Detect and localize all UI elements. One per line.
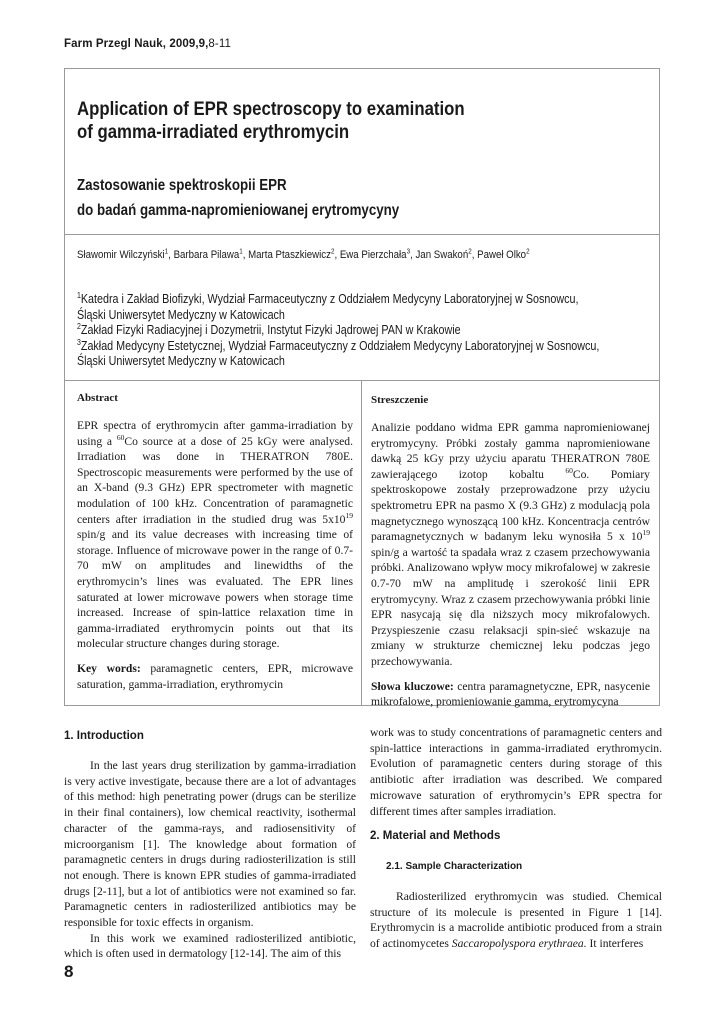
- article-subtitle: Zastosowanie spektroskopii EPR do badań gamma-napromieniowanej erytromycyny: [77, 177, 400, 219]
- divider-title: [64, 234, 660, 235]
- streszczenie-heading: Streszczenie: [371, 394, 429, 406]
- introduction-text-left: In the last years drug sterilization by gamma-irradiation is very active investigate, because there are a lot of advantages of this method: high penetrating power (drugs can be sterilize in their final containers), low chemical reactivity, isothermal character of the gamma-rays, and radiosensitivity of microorganism [1]. The knowledge about formation of paramagnetic centers in drugs during radiosterilization is still not enough. There is known EPR studies of gamma-irradiated drugs [2-11], but a lot of antibiotics were not examined so far. Paramagnetic centers in radiosterilized antibiotics may be responsible for toxic effects in organism. In this work we examined radiosterilized antibiotic, which is often used in dermatology [12-14]. The aim of this: [64, 759, 356, 961]
- subsection-heading-sample: 2.1. Sample Characterization: [386, 861, 523, 872]
- streszczenie-text: Analizie poddano widma EPR gamma napromieniowanej erytromycyny. Próbki zostały gamma napromieniowane dawką 25 kGy przy użyciu aparatu THERATRON 780E zawierającego izotop kobaltu $^{60}$Co. Pomiary spektroskopowe zostały przeprowadzone przy użyciu spektrometru EPR na pasmo X (9.3 GHz) z modulacją pola magnetycznego wynoszącą 100 kHz. Koncentracja centrów paramagnetycznych w badanym leku wynosiła 5 x $10^{19}$ spin/g a wartość ta spadała wraz z czasem przechowywania próbki. Analizowano wpływ mocy mikrofalowej w zakresie 0.7-70 mW na amplitudę i szerokość linii EPR erytromycyny. Wraz z czasem przechowywania próbki linie EPR nasycają się dla niższych mocy mikrofalowych. Przyspieszenie czasu relaksacji spin-sieć wskazuje na zmiany w strukturze chemicznej leku podczas jego przechowywania. Słowa kluczowe: centra paramagnetyczne, EPR, nasycenie mikrofalowe, promieniowanie gamma, erytromycyna: [371, 421, 650, 709]
- author: Paweł Olko: [477, 249, 527, 261]
- article-title: Application of EPR spectroscopy to examination of gamma-irradiated erythromycin: [77, 98, 465, 143]
- streszczenie-keywords: Słowa kluczowe: centra paramagnetyczne, EPR, nasycenie mikrofalowe, promieniowanie gamma, erytromycyna: [371, 679, 650, 709]
- affiliation-2: $^2$Zakład Fizyki Radiacyjnej i Dozymetrii, Instytut Fizyki Jądrowej PAN w Krakowie: [77, 322, 461, 338]
- affiliation-list: [77, 292, 599, 370]
- author: Sławomir Wilczyński: [77, 249, 165, 261]
- journal-name: Farm Przegl Nauk, 2009,9,: [64, 38, 209, 50]
- abstract-text: EPR spectra of erythromycin after gamma-irradiation by using a $^{60}$Co source at a dose of 25 kGy were analysed. Irradiation was done in THERATRON 780E. Spectroscopic measurements were performed by the use of an X-band (9.3 GHz) EPR spectrometer with magnetic modulation of 100 kHz. Concentration of paramagnetic centers after irradiation in the studied drug was $5x10^{19}$ spin/g and its value decreases with increasing time of storage. Influence of microwave power in the range of 0.7-70 mW on amplitudes and linewidths of the erythromycin’s lines was evaluated. The EPR lines saturated at lower microwave powers when storage time increased. Increase of spin-lattice relaxation time in gamma-irradiated erythromycin points out that its molecular structure changes during storage. Key words: paramagnetic centers, EPR, microwave saturation, gamma-irradiation, erythromycin: [77, 419, 353, 691]
- methods-text: Radiosterilized erythromycin was studied. Chemical structure of its molecule is presented in Figure 1 [14]. Erythromycin is a macrolide antibiotic produced from a strain of actinomycetes Saccaropolyspora erythraea. It interferes: [370, 890, 662, 951]
- section-heading-methods: 2. Material and Methods: [370, 830, 501, 842]
- introduction-text-right: work was to study concentrations of paramagnetic centers and spin-lattice interactions in gamma-irradiated erythromycin. Evolution of paramagnetic centers during storage of this antibiotic after irradiation was described. We compared microwave saturation of erythromycin’s EPR spectra for different times after samples irradiation.: [370, 726, 662, 818]
- author-list: Sławomir Wilczyński$^1$, Barbara Pilawa$^1$, Marta Ptaszkiewicz$^2$, Ewa Pierzchała$^3$, Jan Swakoń$^2$, Paweł Olko$^2$: [77, 247, 530, 261]
- affiliation-1-cont: Śląski Uniwersytet Medyczny w Katowicach: [77, 307, 285, 322]
- divider-abstract-columns: [361, 380, 362, 706]
- affiliation-3-cont: Śląski Uniwersytet Medyczny w Katowicach: [77, 354, 285, 369]
- journal-citation: [64, 38, 231, 50]
- section-heading-introduction: 1. Introduction: [64, 730, 144, 742]
- author: Marta Ptaszkiewicz: [248, 249, 331, 261]
- page-number: 8: [64, 962, 74, 981]
- author: Barbara Pilawa: [173, 249, 240, 261]
- affiliation-3: $^3$Zakład Medycyny Estetycznej, Wydział Farmaceutyczny z Oddziałem Medycyny Laboratoryjnej w Sosnowcu,: [77, 337, 600, 353]
- divider-affiliations: [64, 380, 660, 381]
- author: Jan Swakoń: [415, 249, 469, 261]
- abstract-heading: Abstract: [77, 392, 118, 404]
- journal-pages: 8-11: [208, 38, 231, 50]
- abstract-keywords: Key words: paramagnetic centers, EPR, microwave saturation, gamma-irradiation, erythromycin: [77, 661, 353, 691]
- affiliation-1: $^1$Katedra i Zakład Biofizyki, Wydział Farmaceutyczny z Oddziałem Medycyny Laboratoryjnej w Sosnowcu,: [77, 290, 579, 306]
- author: Ewa Pierzchała: [339, 249, 407, 261]
